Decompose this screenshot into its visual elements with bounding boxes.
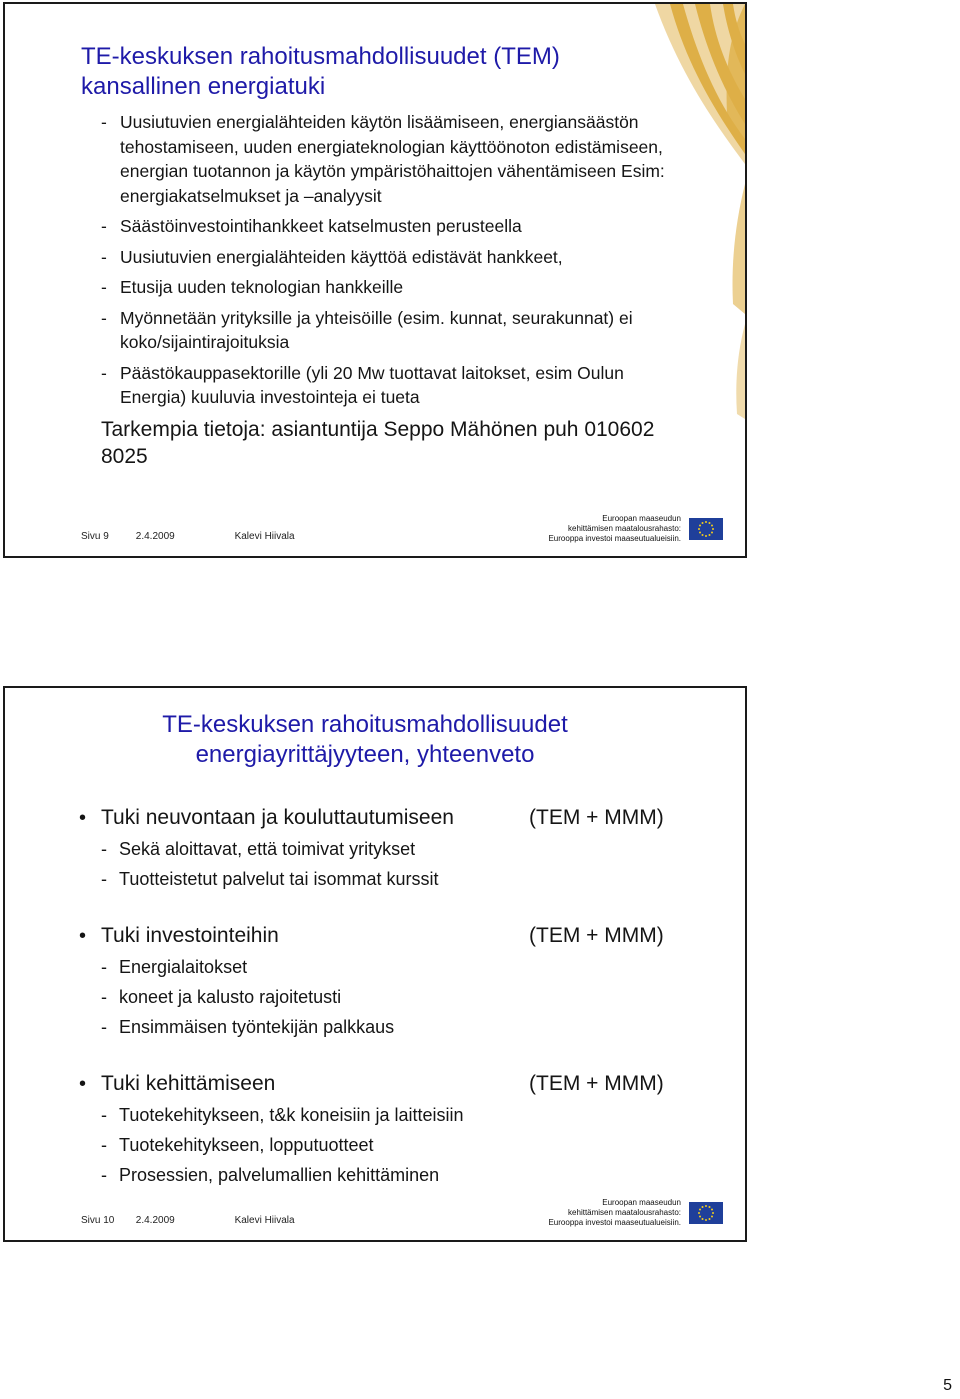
bullet-icon: • [79,925,87,947]
eu-funding-logo: Euroopan maaseudun kehittämisen maatalousrahasto: Eurooppa investoi maaseutualueisiin. [548,514,723,544]
list-item: - Myönnetään yrityksille ja yhteisöille (esim. kunnat, seurakunnat) ei koko/sijaintirajoituksia [101,307,633,352]
list-item: - Tuotteistetut palvelut tai isommat kurssit [101,869,439,889]
date-label: 2.4.2009 [135,531,175,542]
list-item: - Päästökauppasektorille (yli 20 Mw tuottavat laitokset, esim Oulun Energia) kuuluvia investointeja ei tueta [101,362,624,407]
group-label: Tuki kehittämiseen [101,1072,276,1095]
slide-1-footer [81,531,295,542]
support-group [75,804,685,894]
eu-funding-logo: Euroopan maaseudun kehittämisen maatalousrahasto: Eurooppa investoi maaseutualueisiin. [548,1198,723,1228]
list-item: - Säästöinvestointihankkeet katselmusten perusteella [101,216,522,236]
contact-note: Tarkempia tietoja: asiantuntija Seppo Mähönen puh 010602 8025 [101,417,655,468]
list-item: - Uusiutuvien energialähteiden käyttöä edistävät hankkeet, [101,246,563,267]
slide-2-title: TE-keskuksen rahoitusmahdollisuudet energiayrittäjyyteen, yhteenveto [162,711,568,768]
list-item: - Prosessien, palvelumallien kehittäminen [101,1165,440,1185]
group-tag: (TEM + MMM) [529,924,664,947]
slide-1 [3,2,747,558]
slide-1-body [101,110,671,470]
bullet-icon: • [79,807,87,829]
group-tag: (TEM + MMM) [529,806,664,829]
slide-2-footer [81,1215,295,1226]
page-label: Sivu 9 [81,531,109,542]
list-item: - Tuotekehitykseen, lopputuotteet [101,1135,374,1155]
slide-2-body [75,804,685,1218]
page-number: 5 [943,1377,952,1394]
group-label: Tuki neuvontaan ja kouluttautumiseen [101,806,454,829]
list-item: - Ensimmäisen työntekijän palkkaus [101,1017,395,1037]
bullet-icon: • [79,1073,87,1095]
slide-2 [3,686,747,1242]
group-label: Tuki investointeihin [101,924,279,947]
list-item: - Etusija uuden teknologian hankkeille [101,277,404,297]
date-label: 2.4.2009 [135,1215,175,1226]
author-label: Kalevi Hiivala [234,1215,295,1226]
eu-flag-icon [689,1202,723,1224]
author-label: Kalevi Hiivala [234,531,295,542]
group-tag: (TEM + MMM) [529,1072,664,1095]
eu-flag-icon [689,518,723,540]
list-item: - Tuotekehitykseen, t&k koneisiin ja laitteisiin [101,1105,464,1125]
page-label: Sivu 10 [81,1215,115,1226]
list-item: - Energialaitokset [101,957,248,977]
support-group [75,1070,685,1190]
slide-1-title: TE-keskuksen rahoitusmahdollisuudet (TEM) kansallinen energiatuki [81,43,560,100]
support-group [75,922,685,1042]
list-item: - koneet ja kalusto rajoitetusti [101,987,342,1007]
list-item: - Uusiutuvien energialähteiden käytön lisäämiseen, energiansäästön tehostamiseen, uuden energiateknologian käyttöönoton edistämiseen, energian tuotannon ja käytön ympäristöhaittojen vähentämiseen Esim: energiakatselmukset ja –analyysit [101,112,665,206]
list-item: - Sekä aloittavat, että toimivat yritykset [101,839,416,859]
